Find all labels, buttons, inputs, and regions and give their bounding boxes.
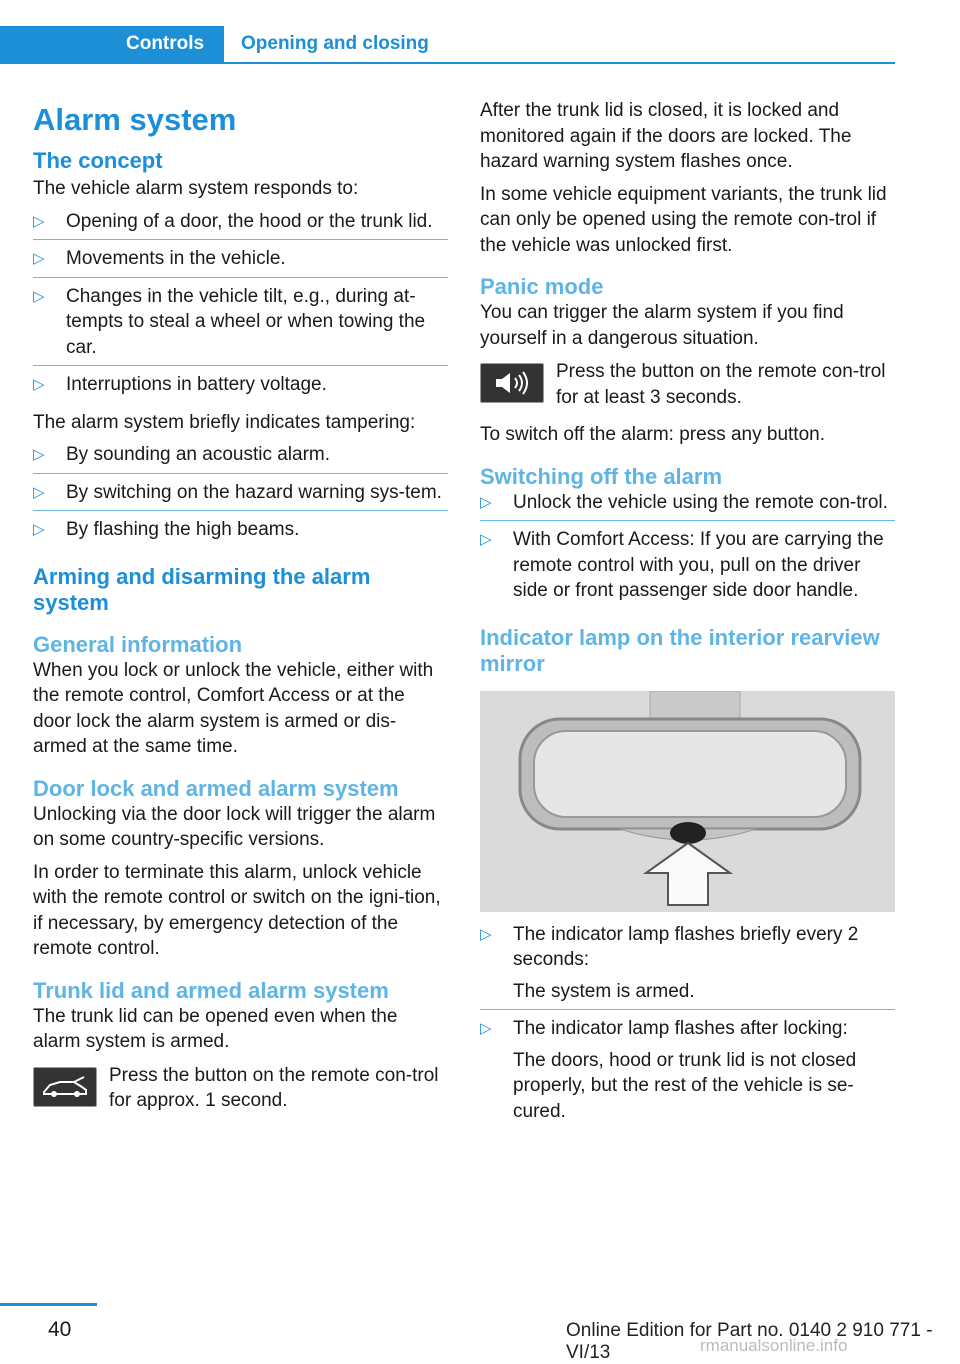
indicator-lamp-list xyxy=(480,922,895,1130)
list-item: ▷ By flashing the high beams. xyxy=(33,517,448,548)
triangle-bullet-icon: ▷ xyxy=(33,521,45,538)
section-tab-opening-closing: Opening and closing xyxy=(241,33,429,54)
trunk-lid-text: The trunk lid can be opened even when the alarm system is armed. xyxy=(33,1005,398,1052)
panic-button-instruction xyxy=(480,359,895,410)
general-info-text: When you lock or unlock the vehicle, either with the remote control, Comfort Access or at the door lock the alarm system is armed or dis‐armed at the same time. xyxy=(33,659,434,757)
right-column xyxy=(480,98,895,1136)
list-item: ▷ Movements in the vehicle. xyxy=(33,246,448,278)
tamper-list xyxy=(33,442,448,548)
door-lock-text-2: In order to terminate this alarm, unlock vehicle with the remote control or switch on the igni‐tion, if necessary, by emergency detection of the remote control. xyxy=(33,861,441,959)
tamper-intro: The alarm system briefly indicates tampering: xyxy=(33,411,416,433)
panic-mode-text: You can trigger the alarm system if you find yourself in a dangerous situation. xyxy=(480,302,844,349)
switch-off-text: To switch off the alarm: press any button. xyxy=(480,424,825,445)
section-tab-controls: Controls xyxy=(0,26,224,62)
switching-off-heading: Switching off the alarm xyxy=(480,463,723,489)
door-lock-text-1: Unlocking via the door lock will trigger the alarm on some country-specific versions. xyxy=(33,803,436,850)
rearview-mirror-illustration xyxy=(480,691,895,912)
triangle-bullet-icon: ▷ xyxy=(480,925,492,943)
triangle-bullet-icon: ▷ xyxy=(480,1020,492,1037)
watermark: rmanualsonline.info xyxy=(700,1336,848,1355)
general-info-heading: General information xyxy=(33,631,243,657)
indicator-lamp-heading: Indicator lamp on the interior rearview mirror xyxy=(480,624,880,676)
header-bar xyxy=(0,0,895,64)
trunk-closed-text: After the trunk lid is closed, it is locked and monitored again if the doors are locked. The hazard warning system flashes once. xyxy=(480,100,852,172)
list-item: ▷ Opening of a door, the hood or the trunk lid. xyxy=(33,209,448,241)
left-column xyxy=(33,98,448,1126)
list-item: ▷ Unlock the vehicle using the remote con‐trol. xyxy=(480,490,895,522)
variants-text: In some vehicle equipment variants, the trunk lid can only be opened using the remote con‐trol if the vehicle was unlocked first. xyxy=(480,183,887,256)
switching-off-list xyxy=(480,490,895,609)
concept-heading: The concept xyxy=(33,148,163,173)
trunk-button-instruction xyxy=(33,1063,448,1114)
speaker-icon xyxy=(480,363,544,403)
triangle-bullet-icon: ▷ xyxy=(480,493,492,511)
list-item: ▷ With Comfort Access: If you are carrying the remote control with you, pull on the driver side or front passenger side door handle. xyxy=(480,529,884,601)
triangle-bullet-icon: ▷ xyxy=(480,531,492,548)
list-item: ▷ By sounding an acoustic alarm. xyxy=(33,442,448,474)
car-trunk-icon xyxy=(33,1067,97,1107)
triangle-bullet-icon: ▷ xyxy=(33,250,45,267)
list-item: ▷ By switching on the hazard warning sys‐tem. xyxy=(33,480,448,512)
triangle-bullet-icon: ▷ xyxy=(33,212,45,230)
triangle-bullet-icon: ▷ xyxy=(33,446,45,463)
panic-mode-heading: Panic mode xyxy=(480,274,604,299)
list-item: ▷ Interruptions in battery voltage. xyxy=(33,372,448,403)
trunk-lid-heading: Trunk lid and armed alarm system xyxy=(33,977,389,1003)
footer-rule xyxy=(0,1303,97,1306)
page-title: Alarm system xyxy=(33,102,237,137)
door-lock-heading: Door lock and armed alarm system xyxy=(33,775,399,801)
arming-heading: Arming and disarming the alarm system xyxy=(33,563,371,615)
list-item: ▷ The indicator lamp flashes after locking: The doors, hood or trunk lid is not closed properly, but the rest of the vehicle is se‐cured. xyxy=(480,1018,857,1122)
triangle-bullet-icon: ▷ xyxy=(33,287,45,305)
triangle-bullet-icon: ▷ xyxy=(33,376,45,393)
triangle-bullet-icon: ▷ xyxy=(33,483,45,501)
edition-text: Online Edition for Part no. 0140 2 910 771 - VI/13 xyxy=(566,1320,933,1363)
trunk-button-text: Press the button on the remote con‐trol for approx. 1 second. xyxy=(109,1064,439,1111)
panic-button-text: Press the button on the remote con‐trol for at least 3 seconds. xyxy=(556,361,886,408)
list-item: ▷ Changes in the vehicle tilt, e.g., during at‐tempts to steal a wheel or when towing the car. xyxy=(33,284,448,367)
list-item: ▷ The indicator lamp flashes briefly every 2 seconds: The system is armed. xyxy=(480,922,895,1011)
concept-intro: The vehicle alarm system responds to: xyxy=(33,178,359,199)
page-number: 40 xyxy=(48,1318,72,1341)
responds-list xyxy=(33,209,448,403)
